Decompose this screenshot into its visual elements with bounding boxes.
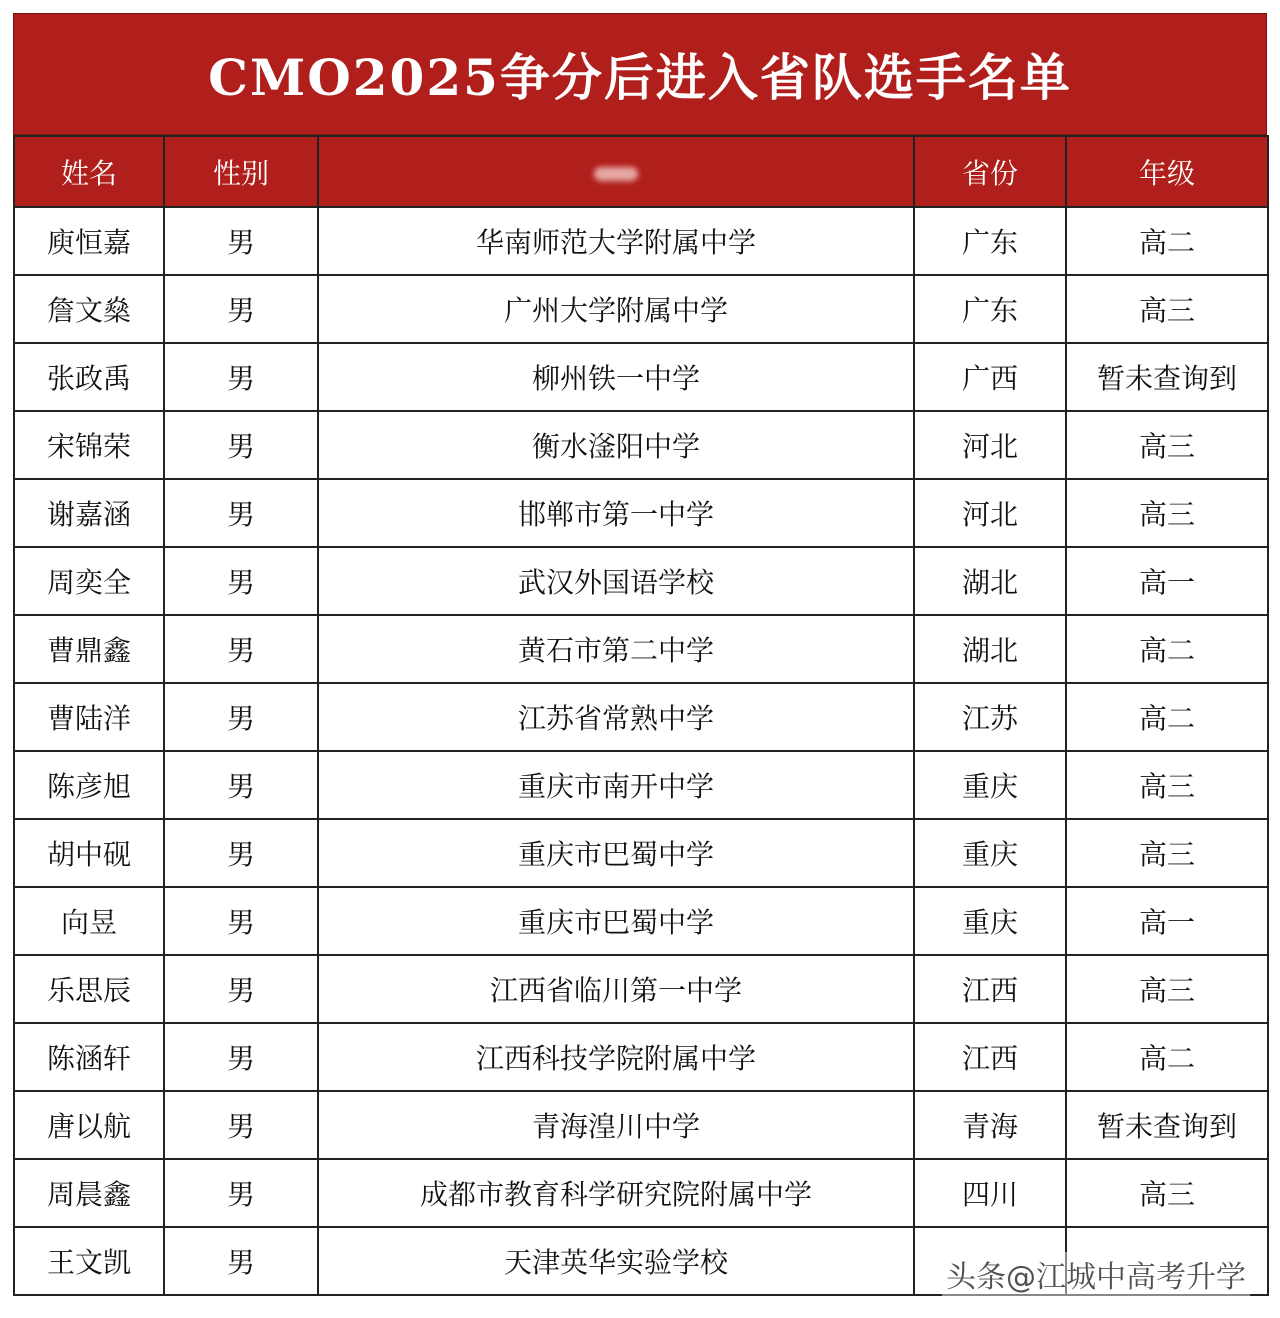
cell-grade: 高三 — [1066, 479, 1268, 547]
cell-province: 江苏 — [914, 683, 1066, 751]
table-row — [14, 751, 1268, 819]
cell-province: 重庆 — [914, 887, 1066, 955]
cell-name: 曹陆洋 — [14, 683, 164, 751]
cell-name: 詹文燊 — [14, 275, 164, 343]
cell-grade: 高三 — [1066, 751, 1268, 819]
table-row — [14, 275, 1268, 343]
table-row — [14, 615, 1268, 683]
page-title: CMO2025争分后进入省队选手名单 — [208, 48, 1072, 107]
table-row — [14, 343, 1268, 411]
cell-name: 王文凯 — [14, 1227, 164, 1295]
cell-name: 谢嘉涵 — [14, 479, 164, 547]
cell-name: 乐思辰 — [14, 955, 164, 1023]
table-row — [14, 411, 1268, 479]
cell-gender: 男 — [164, 1159, 318, 1227]
cell-name: 庾恒嘉 — [14, 207, 164, 275]
cell-province: 四川 — [914, 1159, 1066, 1227]
cell-school: 邯郸市第一中学 — [318, 479, 914, 547]
header-name: 姓名 — [14, 136, 164, 207]
cell-school: 重庆市南开中学 — [318, 751, 914, 819]
cell-grade: 高三 — [1066, 275, 1268, 343]
cell-grade: 高三 — [1066, 819, 1268, 887]
cell-school: 成都市教育科学研究院附属中学 — [318, 1159, 914, 1227]
roster-table — [13, 135, 1269, 1296]
table-row — [14, 547, 1268, 615]
cell-school: 武汉外国语学校 — [318, 547, 914, 615]
table-row — [14, 1159, 1268, 1227]
cell-name: 张政禹 — [14, 343, 164, 411]
cell-province: 重庆 — [914, 819, 1066, 887]
cell-school: 青海湟川中学 — [318, 1091, 914, 1159]
cell-province: 江西 — [914, 1023, 1066, 1091]
cell-school: 衡水滏阳中学 — [318, 411, 914, 479]
cell-gender: 男 — [164, 819, 318, 887]
cell-school: 江苏省常熟中学 — [318, 683, 914, 751]
cell-school: 重庆市巴蜀中学 — [318, 887, 914, 955]
cell-province: 青海 — [914, 1091, 1066, 1159]
cell-gender: 男 — [164, 411, 318, 479]
table-row — [14, 1091, 1268, 1159]
cell-grade: 高二 — [1066, 207, 1268, 275]
cell-province: 重庆 — [914, 751, 1066, 819]
cell-gender: 男 — [164, 547, 318, 615]
table-row — [14, 1023, 1268, 1091]
cell-gender: 男 — [164, 275, 318, 343]
cell-grade: 高二 — [1066, 683, 1268, 751]
header-row — [14, 136, 1268, 207]
header-school — [318, 136, 914, 207]
cell-gender: 男 — [164, 1227, 318, 1295]
cell-gender: 男 — [164, 887, 318, 955]
cell-grade: 高三 — [1066, 1159, 1268, 1227]
cell-province: 广东 — [914, 207, 1066, 275]
cell-school: 华南师范大学附属中学 — [318, 207, 914, 275]
cell-grade: 高三 — [1066, 411, 1268, 479]
blurred-header-text — [594, 167, 638, 181]
cell-province: 江西 — [914, 955, 1066, 1023]
cell-province: 河北 — [914, 479, 1066, 547]
cell-grade: 高二 — [1066, 615, 1268, 683]
cell-school: 江西科技学院附属中学 — [318, 1023, 914, 1091]
cell-name: 曹鼎鑫 — [14, 615, 164, 683]
table-row — [14, 887, 1268, 955]
cell-grade: 高一 — [1066, 887, 1268, 955]
cell-gender: 男 — [164, 615, 318, 683]
cell-gender: 男 — [164, 1023, 318, 1091]
header-gender: 性别 — [164, 136, 318, 207]
cell-grade: 暂未查询到 — [1066, 1091, 1268, 1159]
cell-name: 宋锦荣 — [14, 411, 164, 479]
cell-school: 柳州铁一中学 — [318, 343, 914, 411]
cell-school: 黄石市第二中学 — [318, 615, 914, 683]
cell-name: 胡中砚 — [14, 819, 164, 887]
table-row — [14, 207, 1268, 275]
table-row — [14, 683, 1268, 751]
header-grade: 年级 — [1066, 136, 1268, 207]
cell-grade: 高一 — [1066, 547, 1268, 615]
cell-gender: 男 — [164, 683, 318, 751]
cell-grade: 高二 — [1066, 1023, 1268, 1091]
cell-school: 天津英华实验学校 — [318, 1227, 914, 1295]
cell-gender: 男 — [164, 955, 318, 1023]
cell-gender: 男 — [164, 1091, 318, 1159]
cell-gender: 男 — [164, 751, 318, 819]
cell-name: 周奕全 — [14, 547, 164, 615]
cell-name: 陈彦旭 — [14, 751, 164, 819]
cell-province: 湖北 — [914, 547, 1066, 615]
table-row — [14, 819, 1268, 887]
table-row — [14, 479, 1268, 547]
cell-grade: 高三 — [1066, 955, 1268, 1023]
cell-name: 周晨鑫 — [14, 1159, 164, 1227]
cell-school: 重庆市巴蜀中学 — [318, 819, 914, 887]
table-row — [14, 955, 1268, 1023]
watermark: 头条@江城中高考升学 — [942, 1252, 1250, 1296]
cell-province: 广东 — [914, 275, 1066, 343]
cell-province: 广西 — [914, 343, 1066, 411]
cell-name: 陈涵轩 — [14, 1023, 164, 1091]
roster-sheet — [13, 13, 1267, 1296]
cell-gender: 男 — [164, 343, 318, 411]
cell-gender: 男 — [164, 207, 318, 275]
header-province: 省份 — [914, 136, 1066, 207]
cell-school: 江西省临川第一中学 — [318, 955, 914, 1023]
cell-province: 湖北 — [914, 615, 1066, 683]
cell-name: 向昱 — [14, 887, 164, 955]
cell-gender: 男 — [164, 479, 318, 547]
cell-grade: 暂未查询到 — [1066, 343, 1268, 411]
cell-name: 唐以航 — [14, 1091, 164, 1159]
title-bar — [13, 13, 1267, 135]
cell-province: 河北 — [914, 411, 1066, 479]
cell-school: 广州大学附属中学 — [318, 275, 914, 343]
